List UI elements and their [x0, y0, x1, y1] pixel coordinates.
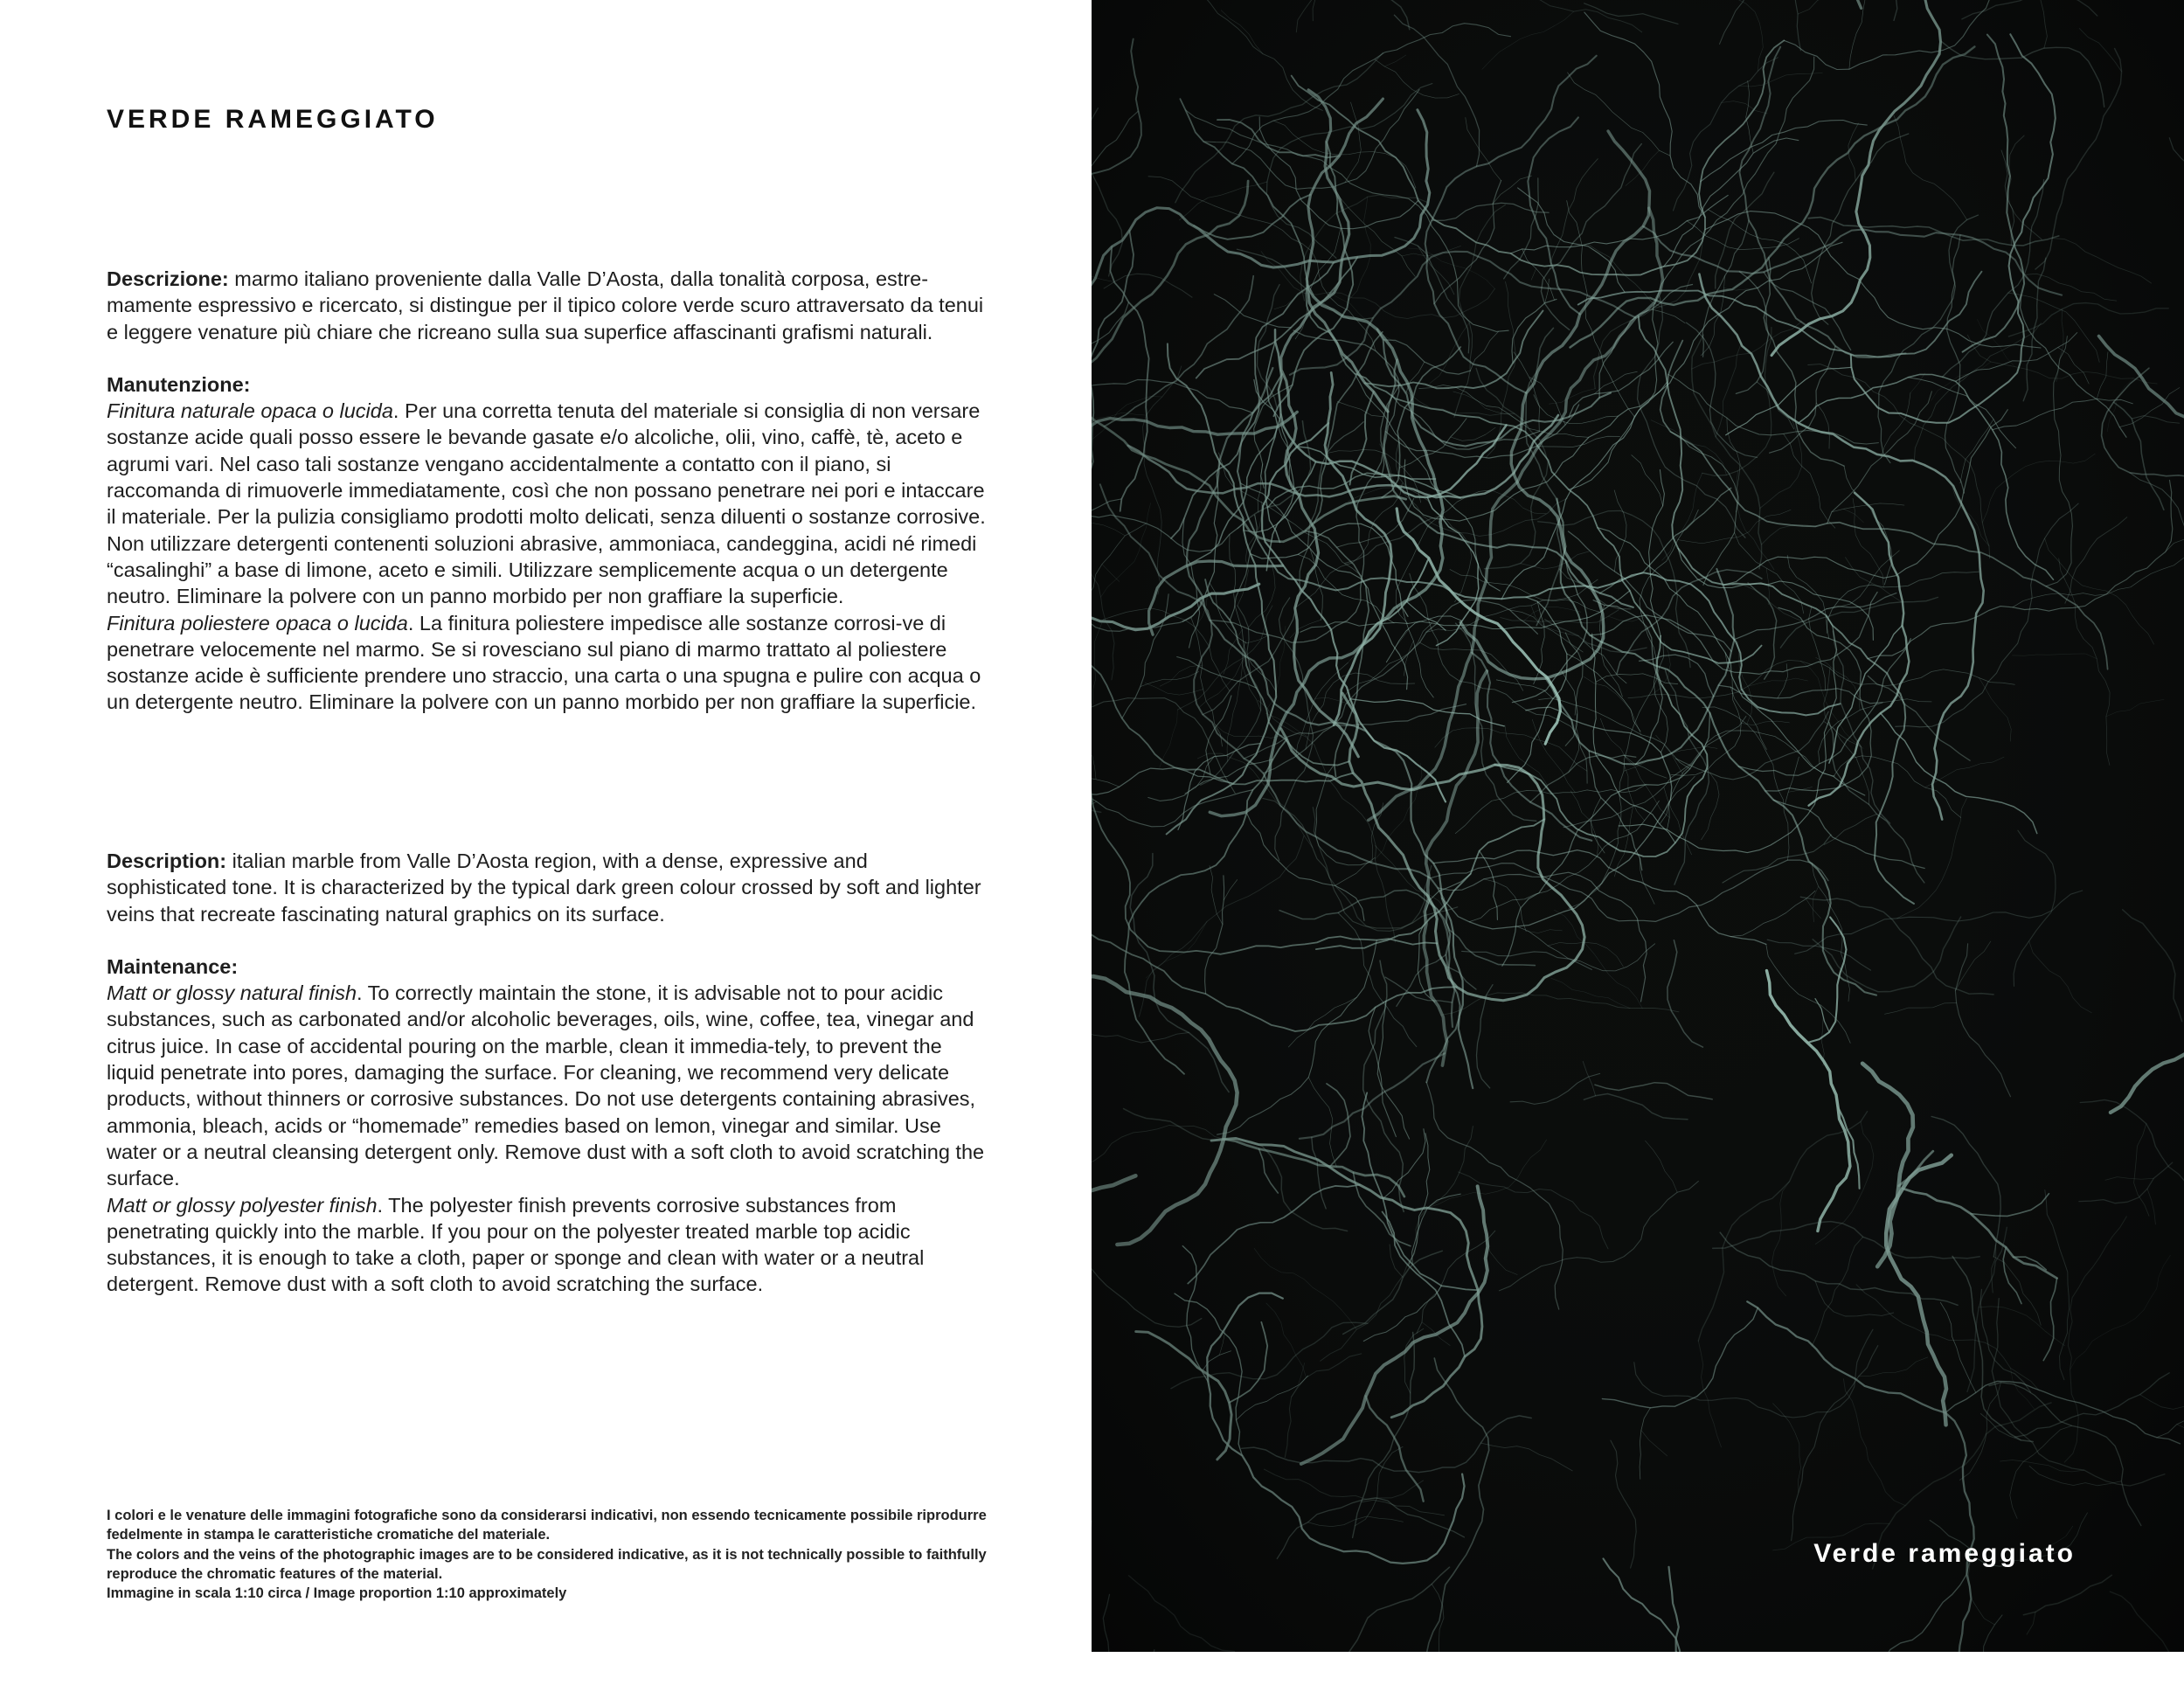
marble-photo [1092, 0, 2184, 1652]
english-finish-natural [107, 980, 989, 1191]
italian-description [107, 266, 989, 345]
english-finish-polyester [107, 1192, 989, 1298]
english-finish-natural-label: Matt or glossy natural finish [107, 981, 357, 1005]
italian-finish-polyester [107, 610, 989, 716]
footnote-scale: Immagine in scala 1:10 circa / Image proportion 1:10 approximately [107, 1585, 567, 1602]
english-description [107, 848, 989, 927]
page-title: VERDE RAMEGGIATO [107, 105, 439, 134]
english-finish-natural-text: . To correctly maintain the stone, it is advisable not to pour acidic substances, such as carbonated and/or alcoholic beverages, oils, wine, coffee, tea, vinegar and citrus juice. In case of accidental pouring on the marble, clean it immedia-tely, to prevent the liquid penetrate into pores, damaging the surface. For cleaning, we recommend very delicate products, without thinners or corrosive substances. Do not use detergents containing abrasives, ammonia, bleach, acids or “homemade” remedies based on lemon, vinegar and similar. Use water or a neutral cleansing detergent only. Remove dust with a soft cloth to avoid scratching the surface. [107, 981, 985, 1190]
italian-finish-polyester-label: Finitura poliestere opaca o lucida [107, 611, 408, 635]
footnote [107, 1506, 989, 1603]
english-description-label: Description: [107, 850, 227, 872]
italian-finish-natural [107, 398, 989, 609]
italian-description-text: marmo italiano proveniente dalla Valle D’Aosta, dalla tonalità corposa, estre-mamente espressivo e ricercato, si distingue per il tipico colore verde scuro attraversato da tenui e leggere venature più chiare che ricreano sulla sua superfice affascinanti grafismi naturali. [107, 267, 984, 343]
marble-texture [1092, 0, 2184, 1652]
italian-finish-natural-label: Finitura naturale opaca o lucida [107, 399, 393, 423]
italian-description-label: Descrizione: [107, 267, 229, 290]
english-maintenance-label: Maintenance: [107, 954, 239, 978]
english-description-text: italian marble from Valle D’Aosta region, with a dense, expressive and sophisticated tone. It is characterized by the typical dark green colour crossed by soft and lighter veins that recreate fascinating natural graphics on its surface. [107, 850, 981, 926]
image-caption: Verde rameggiato [1813, 1539, 2076, 1568]
italian-section [107, 266, 989, 716]
english-section [107, 848, 989, 1298]
italian-finish-natural-text: . Per una corretta tenuta del materiale si consiglia di non versare sostanze acide quali posso essere le bevande gasate e/o alcoliche, olii, vino, caffè, tè, aceto e agrumi vari. Nel caso tali sostanze vengano accidentalmente a contatto con il piano, si raccomanda di rimuoverle immediatamente, così che non possano penetrare nei pori e intaccare il materiale. Per la pulizia consigliamo prodotti molto delicati, senza diluenti o sostanze corrosive. Non utilizzare detergenti contenenti soluzioni abrasive, ammoniaca, candeggina, acidi né rimedi “casalinghi” a base di limone, aceto e simili. Utilizzare semplicemente acqua o un detergente neutro. Eliminare la polvere con un panno morbido per non graffiare la superficie. [107, 399, 986, 608]
english-finish-polyester-text: . The polyester finish prevents corrosive substances from penetrating quickly into the marble. If you pour on the polyester treated marble top acidic substances, it is enough to take a cloth, paper or sponge and clean with water or a neutral detergent. Remove dust with a soft cloth to avoid scratching the surface. [107, 1193, 925, 1296]
english-finish-polyester-label: Matt or glossy polyester finish [107, 1193, 378, 1217]
italian-finish-polyester-text: . La finitura poliestere impedisce alle sostanze corrosi-ve di penetrare velocemente nel marmo. Se si rovesciano sul piano di marmo trattato al poliestere sostanze acide è sufficiente prendere uno straccio, una carta o una spugna e pulire con acqua o un detergente neutro. Eliminare la polvere con un panno morbido per non graffiare la superficie. [107, 611, 981, 714]
footnote-italian: I colori e le venature delle immagini fotografiche sono da considerarsi indicativi, non essendo tecnicamente possibile riprodurre fedelmente in stampa le caratteristiche cromatiche del materiale. [107, 1508, 987, 1543]
footnote-english: The colors and the veins of the photographic images are to be considered indicative, as it is not technically possible to faithfully reproduce the chromatic features of the material. [107, 1546, 987, 1582]
italian-maintenance-label: Manutenzione: [107, 372, 251, 396]
